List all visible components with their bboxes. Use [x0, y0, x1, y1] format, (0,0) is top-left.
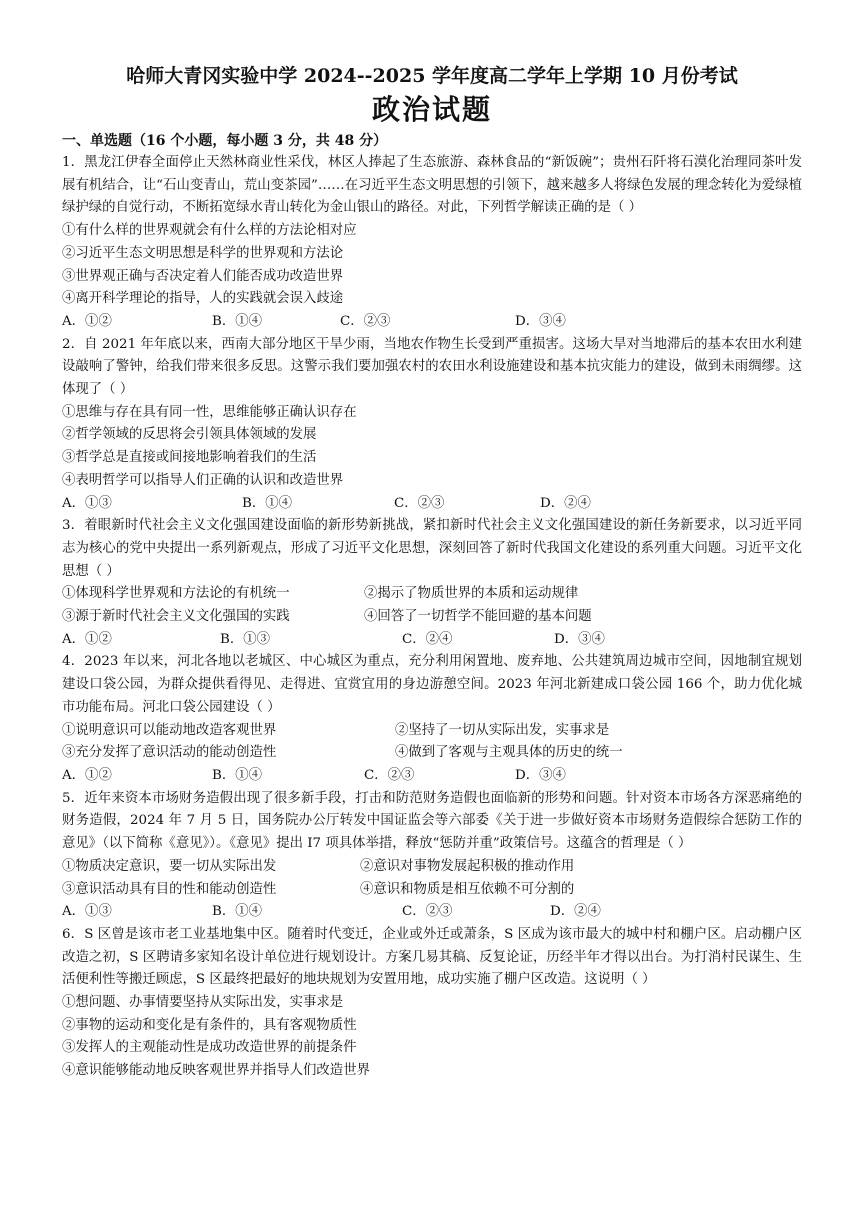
choice-a[interactable]: A．①③ — [62, 495, 112, 511]
choice-b[interactable]: B．①④ — [212, 904, 263, 920]
option-line: ①物质决定意识，要一切从实际出发 — [62, 858, 277, 874]
choice-c[interactable]: C．②③ — [394, 495, 445, 511]
option-row — [62, 742, 802, 765]
answer-choices — [62, 765, 802, 788]
answer-choices — [62, 629, 802, 652]
choice-c[interactable]: C．②④ — [402, 631, 453, 647]
option-line: ③源于新时代社会主义文化强国的实践 — [62, 609, 290, 625]
option-line: ③发挥人的主观能动性是成功改造世界的前提条件 — [62, 1040, 357, 1056]
exam-page — [62, 64, 802, 1083]
option-line: ③世界观正确与否决定着人们能否成功改造世界 — [62, 268, 344, 284]
choice-a[interactable]: A．①③ — [62, 904, 112, 920]
option-line: ④做到了客观与主观具体的历史的统一 — [395, 745, 623, 761]
option-row — [62, 606, 802, 629]
option-line: ②意识对事物发展起积极的推动作用 — [360, 858, 575, 874]
option-line: ④意识和物质是相互依赖不可分割的 — [360, 881, 575, 897]
choice-d[interactable]: D．②④ — [550, 904, 601, 920]
question-stem: 5．近年来资本市场财务造假出现了很多新手段，打击和防范财务造假也面临新的形势和问题。针对资本市场各方深恶痛绝的财务造假，2024 年 7 月 5 日，国务院办公厅转发中国证监会等六部委《关于进一步做好资本市场财务造假综合惩防工作的意见》（以下简称《意见》）。《意见》提出 I7 项具体举措，释放“惩防并重”政策信号。这蕴含的哲理是（ ） — [62, 790, 802, 852]
option-line: ③充分发挥了意识活动的能动创造性 — [62, 745, 277, 761]
choice-b[interactable]: B．①③ — [220, 631, 271, 647]
option-line: ②习近平生态文明思想是科学的世界观和方法论 — [62, 245, 344, 261]
choice-b[interactable]: B．①④ — [212, 313, 263, 329]
choice-d[interactable]: D．③④ — [554, 631, 605, 647]
subject-title: 政治试题 — [371, 93, 492, 126]
option-line: ④表明哲学可以指导人们正确的认识和改造世界 — [62, 472, 344, 488]
choice-d[interactable]: D．③④ — [515, 313, 566, 329]
choice-c[interactable]: C．②③ — [364, 767, 415, 783]
option-line: ①体现科学世界观和方法论的有机统一 — [62, 586, 290, 602]
choice-b[interactable]: B．①④ — [242, 495, 293, 511]
option-row — [62, 856, 802, 879]
choice-b[interactable]: B．①④ — [212, 767, 263, 783]
choice-a[interactable]: A．①② — [62, 313, 112, 329]
section-heading: 一、单选题（16 个小题，每小题 3 分，共 48 分） — [62, 133, 388, 149]
question-stem: 4．2023 年以来，河北各地以老城区、中心城区为重点，充分利用闲置地、废弃地、公共建筑周边城市空间，因地制宜规划建设口袋公园，为群众提供看得见、走得进、宜赏宜用的身边游憩空间。2023 年河北新建成口袋公园 166 个，助力优化城市功能布局。河北口袋公园建设（ ） — [62, 654, 802, 715]
question-stem: 6．S 区曾是该市老工业基地集中区。随着时代变迁，企业或外迁或萧条，S 区成为该市最大的城中村和棚户区。启动棚户区改造之初，S 区聘请多家知名设计单位进行规划设计。方案几易其稿、反复论证，历经半年才得以出台。为打消村民谋生、生活便利性等搬迁顾虑，S 区最终把最好的地块规划为安置用地，成功实施了棚户区改造。这说明（ ） — [62, 926, 802, 988]
choice-a[interactable]: A．①② — [62, 631, 112, 647]
question-5 — [62, 788, 802, 924]
option-line: ①想问题、办事情要坚持从实际出发，实事求是 — [62, 995, 344, 1011]
answer-choices — [62, 901, 802, 924]
choice-d[interactable]: D．③④ — [515, 767, 566, 783]
option-line: ②事物的运动和变化是有条件的，具有客观物质性 — [62, 1017, 357, 1033]
question-stem: 3．着眼新时代社会主义文化强国建设面临的新形势新挑战，紧扣新时代社会主义文化强国建设的新任务新要求，以习近平同志为核心的党中央提出一系列新观点，形成了习近平文化思想，深刻回答了新时代我国文化建设的系列重大问题。习近平文化思想（ ） — [62, 518, 802, 579]
question-stem: 2．自 2021 年年底以来，西南大部分地区干旱少雨，当地农作物生长受到严重损害。这场大旱对当地滞后的基本农田水利建设敲响了警钟，给我们带来很多反思。这警示我们要加强农村的农田水利设施建设和基本抗灾能力的建设，做到未雨绸缪。这体现了（ ） — [62, 336, 802, 398]
question-1 — [62, 152, 802, 334]
choice-c[interactable]: C．②③ — [340, 313, 391, 329]
choice-c[interactable]: C．②③ — [402, 904, 453, 920]
school-exam-title: 哈师大青冈实验中学 2024--2025 学年度高二学年上学期 10 月份考试 — [126, 65, 738, 87]
option-row — [62, 720, 802, 743]
option-line: ④意识能够能动地反映客观世界并指导人们改造世界 — [62, 1063, 370, 1079]
option-line: ②揭示了物质世界的本质和运动规律 — [364, 586, 579, 602]
option-line: ①有什么样的世界观就会有什么样的方法论相对应 — [62, 223, 357, 239]
question-3 — [62, 515, 802, 651]
answer-choices — [62, 493, 802, 516]
question-6 — [62, 924, 802, 1083]
option-line: ③意识活动具有目的性和能动创造性 — [62, 881, 277, 897]
option-line: ①思维与存在具有同一性，思维能够正确认识存在 — [62, 404, 357, 420]
option-line: ②坚持了一切从实际出发，实事求是 — [395, 722, 610, 738]
option-line: ④回答了一切哲学不能回避的基本问题 — [364, 609, 592, 625]
answer-choices — [62, 311, 802, 334]
option-line: ④离开科学理论的指导，人的实践就会误入歧途 — [62, 291, 344, 307]
option-row — [62, 879, 802, 902]
option-line: ③哲学总是直接或间接地影响着我们的生活 — [62, 450, 317, 466]
option-line: ②哲学领域的反思将会引领具体领域的发展 — [62, 427, 317, 443]
question-stem: 1．黑龙江伊春全面停止天然林商业性采伐，林区人捧起了生态旅游、森林食品的“新饭碗”；贵州石阡将石漠化治理同茶叶发展有机结合，让“石山变青山，荒山变茶园”……在习近平生态文明思想的引领下，越来越多人将绿色发展的理念转化为爱绿植绿护绿的自觉行动，不断拓宽绿水青山转化为金山银山的路径。对此，下列哲学解读正确的是（ ） — [62, 155, 802, 216]
choice-a[interactable]: A．①② — [62, 767, 112, 783]
option-line: ①说明意识可以能动地改造客观世界 — [62, 722, 277, 738]
choice-d[interactable]: D．②④ — [540, 495, 591, 511]
question-4 — [62, 651, 802, 787]
option-row — [62, 583, 802, 606]
question-2 — [62, 334, 802, 516]
